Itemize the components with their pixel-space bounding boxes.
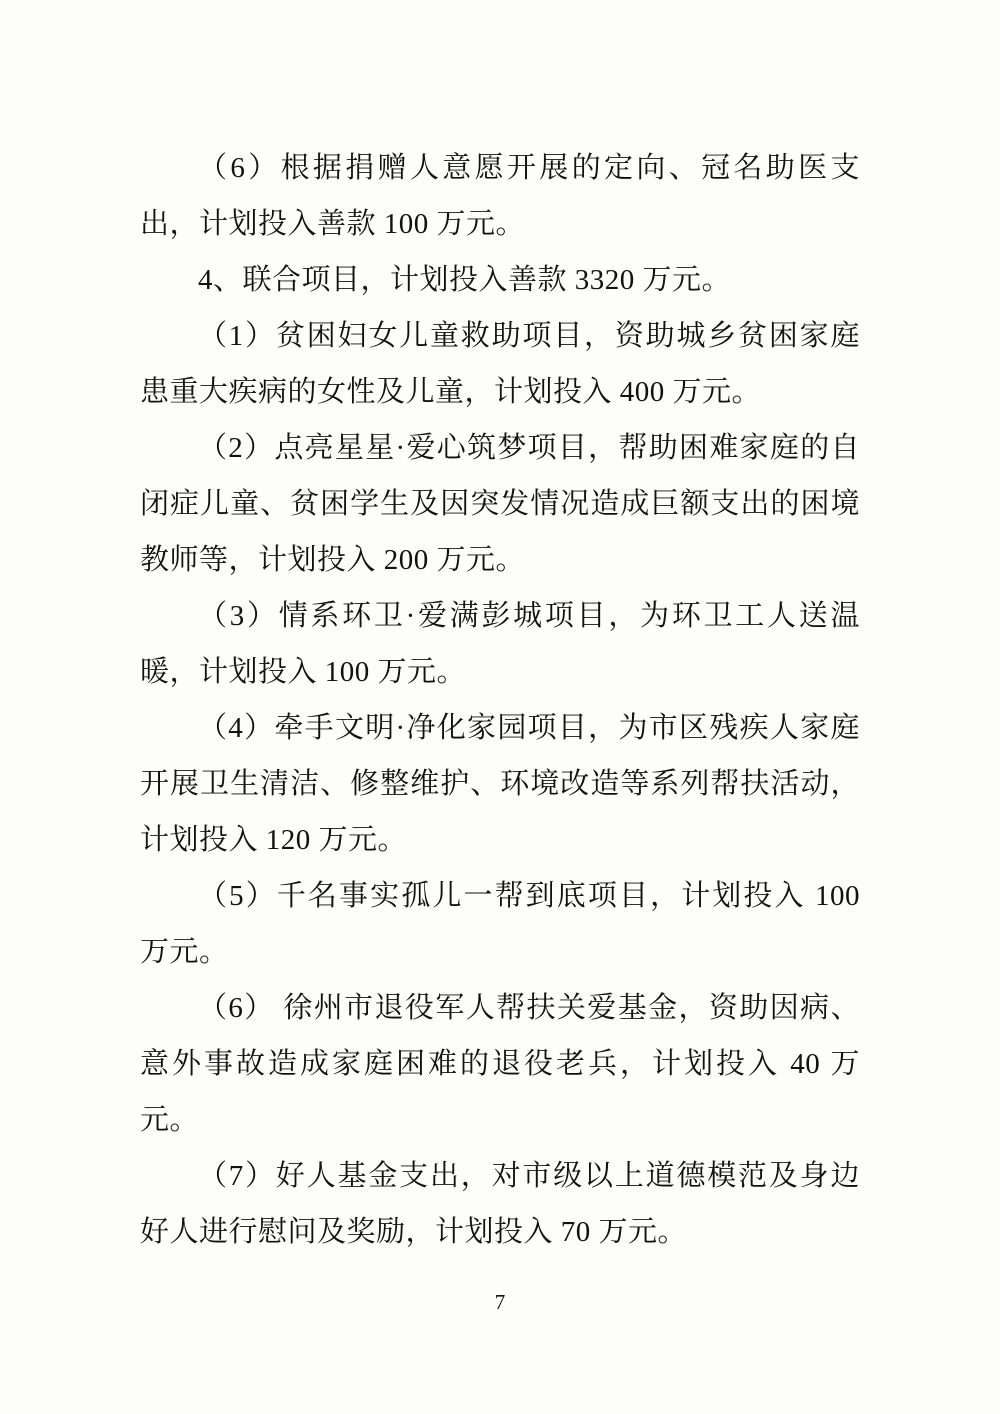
document-body	[140, 140, 860, 1260]
paragraph: 4、联合项目，计划投入善款 3320 万元。	[198, 264, 732, 296]
paragraph: （6）根据捐赠人意愿开展的定向、冠名助医支出，计划投入善款 100 万元。	[140, 152, 860, 240]
page-number: 7	[494, 1290, 506, 1314]
paragraph: （6） 徐州市退役军人帮扶关爱基金，资助因病、意外事故造成家庭困难的退役老兵，计划投入 40 万元。	[140, 992, 860, 1136]
paragraph: （3）情系环卫·爱满彭城项目，为环卫工人送温暖，计划投入 100 万元。	[140, 600, 860, 688]
paragraph: （7）好人基金支出，对市级以上道德模范及身边好人进行慰问及奖励，计划投入 70 万元。	[140, 1160, 860, 1248]
paragraph: （4）牵手文明·净化家园项目，为市区残疾人家庭开展卫生清洁、修整维护、环境改造等系列帮扶活动，计划投入 120 万元。	[140, 712, 860, 856]
paragraph: （2）点亮星星·爱心筑梦项目，帮助困难家庭的自闭症儿童、贫困学生及因突发情况造成巨额支出的困境教师等，计划投入 200 万元。	[140, 432, 860, 576]
paragraph: （1）贫困妇女儿童救助项目，资助城乡贫困家庭患重大疾病的女性及儿童，计划投入 400 万元。	[140, 320, 860, 408]
paragraph: （5）千名事实孤儿一帮到底项目，计划投入 100 万元。	[140, 880, 860, 968]
